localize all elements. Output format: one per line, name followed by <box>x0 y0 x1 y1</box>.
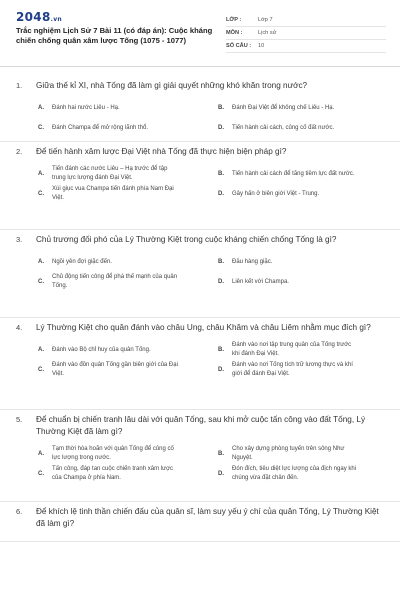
meta-value: Lớp 7 <box>258 17 273 23</box>
answer-option[interactable] <box>38 272 210 292</box>
answer-option[interactable] <box>38 360 210 380</box>
question-item <box>0 502 400 542</box>
option-letter: B. <box>218 104 224 111</box>
option-text: Tiến đánh các nước Liêu – Hạ trước để tập trung lực lượng đánh Đại Việt. <box>52 166 168 181</box>
page-title: Trắc nghiệm Lịch Sử 7 Bài 11 (có đáp án): Cuộc kháng chiến chống quân xâm lược Tống (1075 - 1077) <box>16 26 213 45</box>
answer-option[interactable] <box>218 98 390 118</box>
meta-info <box>226 14 386 53</box>
logo-suffix: .vn <box>50 16 62 23</box>
option-letter: C. <box>38 278 44 285</box>
answer-option[interactable] <box>218 444 390 464</box>
option-letter: B. <box>218 346 224 353</box>
answer-option[interactable] <box>38 118 210 138</box>
meta-key: MÔN : <box>226 30 243 36</box>
answer-option[interactable] <box>218 360 390 380</box>
option-letter: D. <box>218 190 224 197</box>
option-text: Cho xây dựng phòng tuyến trên sông Như Nguyệt. <box>232 446 345 461</box>
answer-option[interactable] <box>38 444 210 464</box>
answer-option[interactable] <box>218 118 390 138</box>
option-letter: D. <box>218 278 224 285</box>
logo-text: 2048 <box>16 10 51 24</box>
question-number: 5. <box>16 415 23 424</box>
option-text: Xúi giục vua Champa tiến đánh phía Nam Đại Việt. <box>52 186 174 201</box>
question-item <box>0 230 400 318</box>
option-text: Tiến hành cải cách, củng cố đất nước. <box>232 124 335 131</box>
answer-option[interactable] <box>38 340 210 360</box>
answer-options <box>16 340 388 380</box>
question-number: 3. <box>16 235 23 244</box>
option-letter: A. <box>38 170 44 177</box>
option-letter: A. <box>38 258 44 265</box>
answer-options <box>16 444 388 484</box>
option-text: Đánh Đại Việt để không chế Liêu - Hạ. <box>232 104 335 111</box>
option-text: Đầu hàng giặc. <box>232 258 273 265</box>
meta-value: 10 <box>258 43 265 49</box>
question-item <box>0 410 400 502</box>
option-text: Gây hấn ở biên giới Việt - Trung. <box>232 190 320 197</box>
question-text <box>16 230 388 246</box>
option-text: Đón đích, tiêu diệt lực lượng của địch ngay khi chúng vừa đặt chân đến. <box>232 466 357 481</box>
answer-option[interactable] <box>218 184 390 204</box>
option-text: Ngồi yên đợi giặc đến. <box>52 258 112 265</box>
question-number: 6. <box>16 507 23 516</box>
question-text <box>16 142 388 158</box>
option-letter: D. <box>218 470 224 477</box>
meta-value: Lịch sử <box>258 30 277 36</box>
option-text: Đánh vào nơi Tống tích trữ lương thực và khí giới để đánh Đại Việt. <box>232 362 353 377</box>
option-text: Chủ động tiến công để phá thế mạnh của quân Tống. <box>52 274 178 289</box>
question-item <box>0 76 400 142</box>
answer-option[interactable] <box>218 164 390 184</box>
answer-option[interactable] <box>218 340 390 360</box>
question-number: 1. <box>16 81 23 90</box>
question-label: Để chuẩn bị chiến tranh lâu dài với quân Tống, sau khi mở cuộc tấn công vào đất Tống, Lý Thường Kiệt đã làm gì? <box>36 415 366 436</box>
answer-option[interactable] <box>218 272 390 292</box>
option-letter: D. <box>218 124 224 131</box>
meta-row <box>226 40 386 53</box>
header-divider <box>0 66 400 67</box>
answer-option[interactable] <box>218 464 390 484</box>
question-item <box>0 318 400 410</box>
question-number: 2. <box>16 147 23 156</box>
option-letter: A. <box>38 450 44 457</box>
option-letter: C. <box>38 190 44 197</box>
option-text: Liên kết với Champa. <box>232 278 289 285</box>
option-text: Tạm thời hòa hoãn với quân Tống để củng cố lực lượng trong nước. <box>52 446 174 461</box>
answer-option[interactable] <box>38 184 210 204</box>
question-text <box>16 318 388 334</box>
option-letter: B. <box>218 258 224 265</box>
option-letter: C. <box>38 366 44 373</box>
page-header <box>0 0 400 62</box>
option-letter: B. <box>218 170 224 177</box>
option-text: Đánh Champa để mở rộng lãnh thổ. <box>52 124 148 131</box>
meta-key: LỚP : <box>226 17 242 23</box>
question-item <box>0 142 400 230</box>
meta-row <box>226 27 386 40</box>
answer-options <box>16 98 388 138</box>
answer-options <box>16 252 388 292</box>
option-text: Đánh hai nước Liêu - Hạ. <box>52 104 120 111</box>
option-letter: A. <box>38 104 44 111</box>
option-letter: B. <box>218 450 224 457</box>
option-letter: C. <box>38 470 44 477</box>
option-text: Đánh vào đồn quân Tống gần biên giới của Đại Việt. <box>52 362 178 377</box>
option-text: Tiến hành cải cách để tăng tiềm lực đất nước. <box>232 170 355 177</box>
answer-option[interactable] <box>38 98 210 118</box>
question-label: Để tiến hành xâm lược Đại Việt nhà Tống đã thực hiện biện pháp gì? <box>36 147 287 156</box>
meta-key: SỐ CÂU : <box>226 43 252 49</box>
question-label: Giữa thế kỉ XI, nhà Tống đã làm gì giải quyết những khó khăn trong nước? <box>36 81 308 90</box>
option-text: Tấn công, đáp tan cuộc chiến tranh xâm lược của Champa ở phía Nam. <box>52 466 174 481</box>
answer-option[interactable] <box>218 252 390 272</box>
question-list <box>0 76 400 542</box>
answer-option[interactable] <box>38 252 210 272</box>
answer-option[interactable] <box>38 464 210 484</box>
question-text <box>16 410 388 438</box>
option-letter: C. <box>38 124 44 131</box>
question-label: Để khích lệ tinh thần chiến đấu của quân sĩ, làm suy yếu ý chí của quân Tống, Lý Thường Kiệt đã làm gì? <box>36 507 379 528</box>
option-letter: D. <box>218 366 224 373</box>
option-letter: A. <box>38 346 44 353</box>
question-text <box>16 76 388 92</box>
answer-options <box>16 164 388 204</box>
question-label: Chủ trương đối phó của Lý Thường Kiệt trong cuộc kháng chiến chống Tống là gì? <box>36 235 337 244</box>
question-label: Lý Thường Kiệt cho quân đánh vào châu Ung, châu Khâm và châu Liêm nhằm mục đích gì? <box>36 323 371 332</box>
meta-row <box>226 14 386 27</box>
answer-option[interactable] <box>38 164 210 184</box>
question-text <box>16 502 388 530</box>
option-text: Đánh vào Bộ chỉ huy của quân Tống. <box>52 346 151 353</box>
option-text: Đánh vào nơi tập trung quân của Tống trước khi đánh Đại Việt. <box>232 342 352 357</box>
question-number: 4. <box>16 323 23 332</box>
